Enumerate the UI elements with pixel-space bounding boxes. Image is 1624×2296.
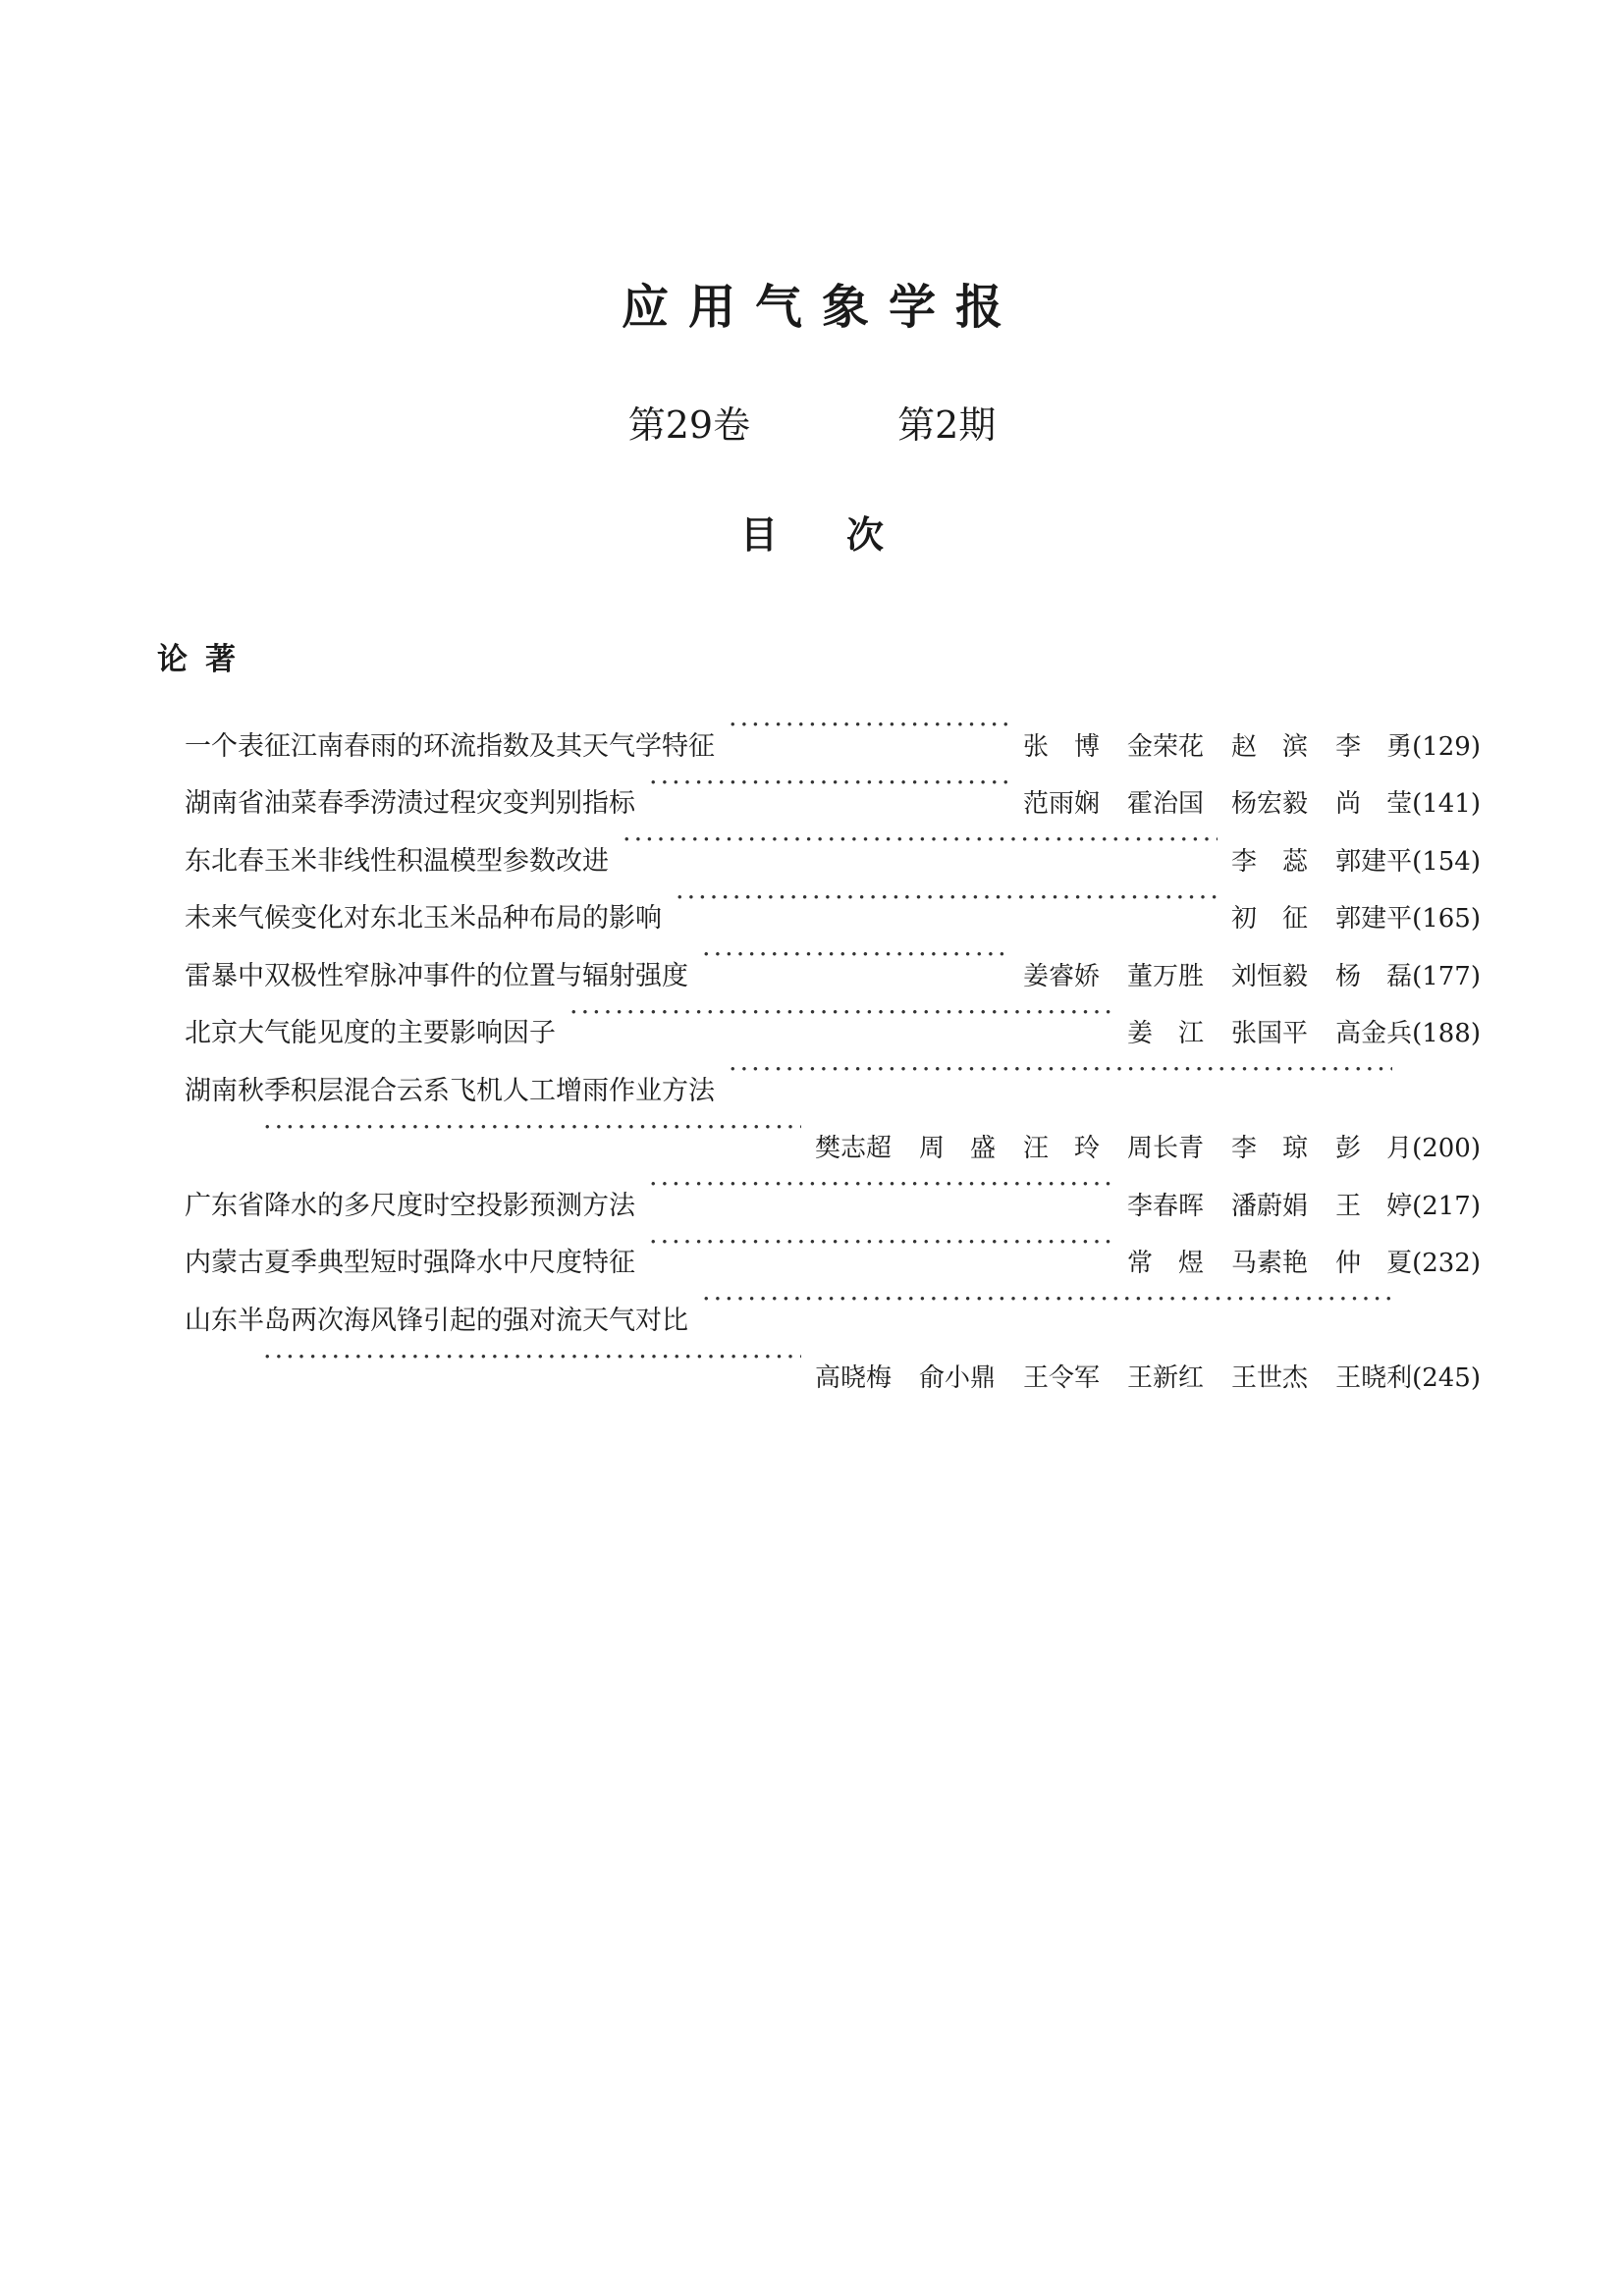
author-name: 尚 莹 [1335,789,1413,819]
author-name: 李 勇 [1335,731,1413,762]
entry-title[interactable]: 湖南秋季积层混合云系飞机人工增雨作业方法 [185,1075,715,1106]
author-name: 刘恒毅 [1231,961,1309,991]
author-name: 王令军 [1023,1363,1101,1393]
author-name: 赵 滨 [1231,731,1309,762]
entry-title[interactable]: 湖南省油菜春季涝渍过程灾变判别指标 [185,788,635,819]
author-name: 李 琼 [1231,1134,1309,1163]
dot-leader [649,1214,1113,1272]
entry-title[interactable]: 内蒙古夏季典型短时强降水中尺度特征 [185,1248,635,1278]
entry-page-number[interactable]: (232) [1412,1249,1481,1278]
author-name: 周 盛 [919,1134,997,1163]
entry-page-number[interactable]: (200) [1412,1134,1481,1163]
author-name: 周长青 [1127,1134,1205,1163]
author-name: 李 蕊 [1231,846,1309,877]
dot-leader [263,1329,801,1387]
toc-entry-continuation[interactable] [185,1099,1481,1163]
author-name: 姜 江 [1127,1019,1205,1048]
journal-title: 应用气象学报 [621,280,1022,335]
author-name: 王 婷 [1335,1191,1413,1221]
entry-title[interactable]: 一个表征江南春雨的环流指数及其天气学特征 [185,730,715,762]
entry-authors [1231,833,1412,891]
toc-entry-continuation[interactable] [185,1329,1481,1393]
author-name: 常 煜 [1127,1249,1205,1278]
author-name: 董万胜 [1127,961,1205,991]
entry-title[interactable]: 未来气候变化对东北玉米品种布局的影响 [185,903,662,934]
author-name: 樊志超 [814,1134,892,1163]
entry-page-number[interactable]: (245) [1412,1363,1481,1393]
entry-page-number[interactable]: (154) [1412,846,1481,877]
toc-list [185,697,1481,1393]
toc-heading-char-2: 次 [846,513,885,557]
author-name: 初 征 [1231,904,1309,934]
author-name: 杨宏毅 [1231,789,1309,819]
entry-page-number[interactable]: (141) [1412,789,1481,819]
author-name: 潘蔚娟 [1231,1191,1309,1221]
entry-title[interactable]: 山东半岛两次海风锋引起的强对流天气对比 [185,1305,688,1336]
entry-title[interactable]: 雷暴中双极性窄脉冲事件的位置与辐射强度 [185,960,688,991]
entry-title[interactable]: 东北春玉米非线性积温模型参数改进 [185,845,609,877]
entry-authors [1023,719,1412,776]
dot-leader [676,870,1218,928]
entry-title[interactable]: 广东省降水的多尺度时空投影预测方法 [185,1190,635,1221]
author-name: 仲 夏 [1335,1249,1413,1278]
author-name: 李春晖 [1127,1191,1205,1221]
author-name: 王新红 [1127,1363,1205,1393]
volume-label: 第29卷 [627,403,751,447]
toc-heading-char-1: 目 [739,513,778,557]
author-name: 马素艳 [1231,1249,1309,1278]
dot-leader [702,1271,1392,1329]
section-title: 论著 [157,642,253,677]
entry-page-number[interactable]: (165) [1412,904,1481,934]
author-name: 郭建平 [1335,846,1413,877]
author-name: 王世杰 [1231,1363,1309,1393]
dot-leader [729,697,1009,755]
author-name: 金荣花 [1127,731,1205,762]
author-name: 高晓梅 [814,1363,892,1393]
entry-authors [1127,1178,1412,1236]
entry-title[interactable]: 北京大气能见度的主要影响因子 [185,1018,556,1048]
author-name: 汪 玲 [1023,1134,1101,1163]
author-name: 张 博 [1023,731,1101,762]
entry-authors [1231,890,1412,948]
entry-page-number[interactable]: (188) [1412,1019,1481,1048]
dot-leader [729,1041,1392,1099]
author-name: 郭建平 [1335,904,1413,934]
entry-page-number[interactable]: (177) [1412,961,1481,991]
entry-authors [815,1350,1412,1408]
author-name: 俞小鼎 [919,1363,997,1393]
author-name: 霍治国 [1127,789,1205,819]
author-name: 王晓利 [1335,1363,1413,1393]
author-name: 张国平 [1231,1019,1309,1048]
toc-heading [0,510,1624,560]
toc-entry[interactable] [185,697,1481,762]
author-name: 杨 磊 [1335,961,1413,991]
entry-page-number[interactable]: (129) [1412,731,1481,762]
author-name: 高金兵 [1335,1019,1413,1048]
dot-leader [649,1156,1113,1214]
dot-leader [702,927,1009,985]
dot-leader [569,985,1113,1042]
dot-leader [623,812,1218,870]
author-name: 姜睿娇 [1023,961,1101,991]
issue-label: 第2期 [897,403,997,447]
entry-page-number[interactable]: (217) [1412,1191,1481,1221]
dot-leader [263,1099,801,1157]
dot-leader [649,755,1009,813]
author-name: 彭 月 [1335,1134,1413,1163]
author-name: 范雨娴 [1023,789,1101,819]
issue-line [0,400,1624,450]
